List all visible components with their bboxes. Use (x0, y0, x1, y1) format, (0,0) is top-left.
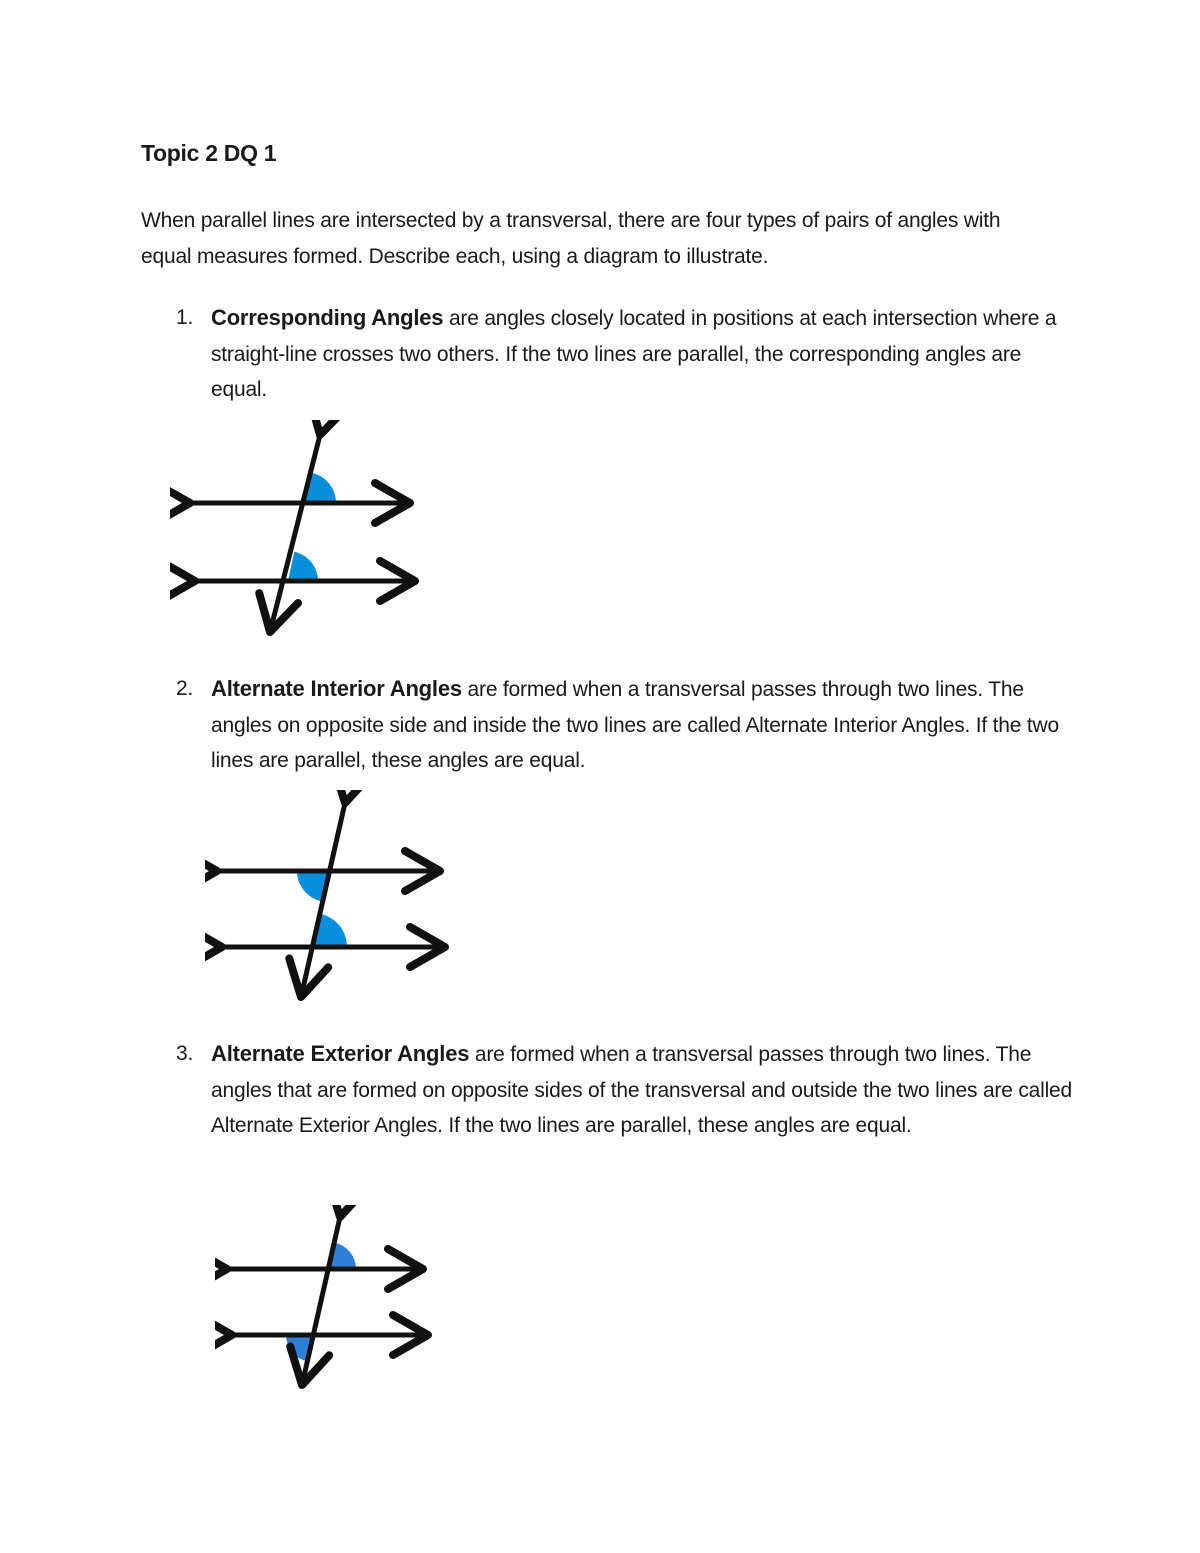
item-description: are formed when a transversal passes through two lines. The angles that are formed on opposite sides of the transversal and outside the two lines are called Alternate Exterior Angles. If the two lines are parallel, these angles are equal. (211, 1043, 1072, 1137)
list-item-alternate-exterior (176, 1036, 1081, 1144)
diagram-alternate-interior-angles (205, 790, 465, 1010)
item-description: are angles closely located in positions at each intersection where a straight-line crosses two others. If the two lines are parallel, the corresponding angles are equal. (211, 307, 1057, 401)
list-number: 2. (176, 677, 194, 700)
transversal-line (270, 435, 320, 632)
term-alternate-exterior-angles: Alternate Exterior Angles (211, 1041, 470, 1066)
item-description: are formed when a transversal passes through two lines. The angles on opposite side and inside the two lines are called Alternate Interior Angles. If the two lines are parallel, these angles are equal. (211, 678, 1059, 772)
angle-fill-lower (288, 552, 318, 581)
document-title: Topic 2 DQ 1 (141, 140, 277, 166)
transversal-line (302, 1217, 340, 1385)
intro-paragraph: When parallel lines are intersected by a transversal, there are four types of pairs of angles with equal measures formed. Describe each, using a diagram to illustrate. (141, 209, 1001, 268)
list-number: 3. (176, 1042, 194, 1065)
transversal-line (301, 803, 345, 997)
diagram-corresponding-angles (170, 420, 435, 645)
list-number: 1. (176, 306, 194, 329)
list-item-corresponding (176, 300, 1081, 408)
diagram-alternate-exterior-angles (215, 1205, 445, 1400)
list-item-alternate-interior (176, 671, 1081, 779)
term-alternate-interior-angles: Alternate Interior Angles (211, 676, 462, 701)
term-corresponding-angles: Corresponding Angles (211, 305, 444, 330)
